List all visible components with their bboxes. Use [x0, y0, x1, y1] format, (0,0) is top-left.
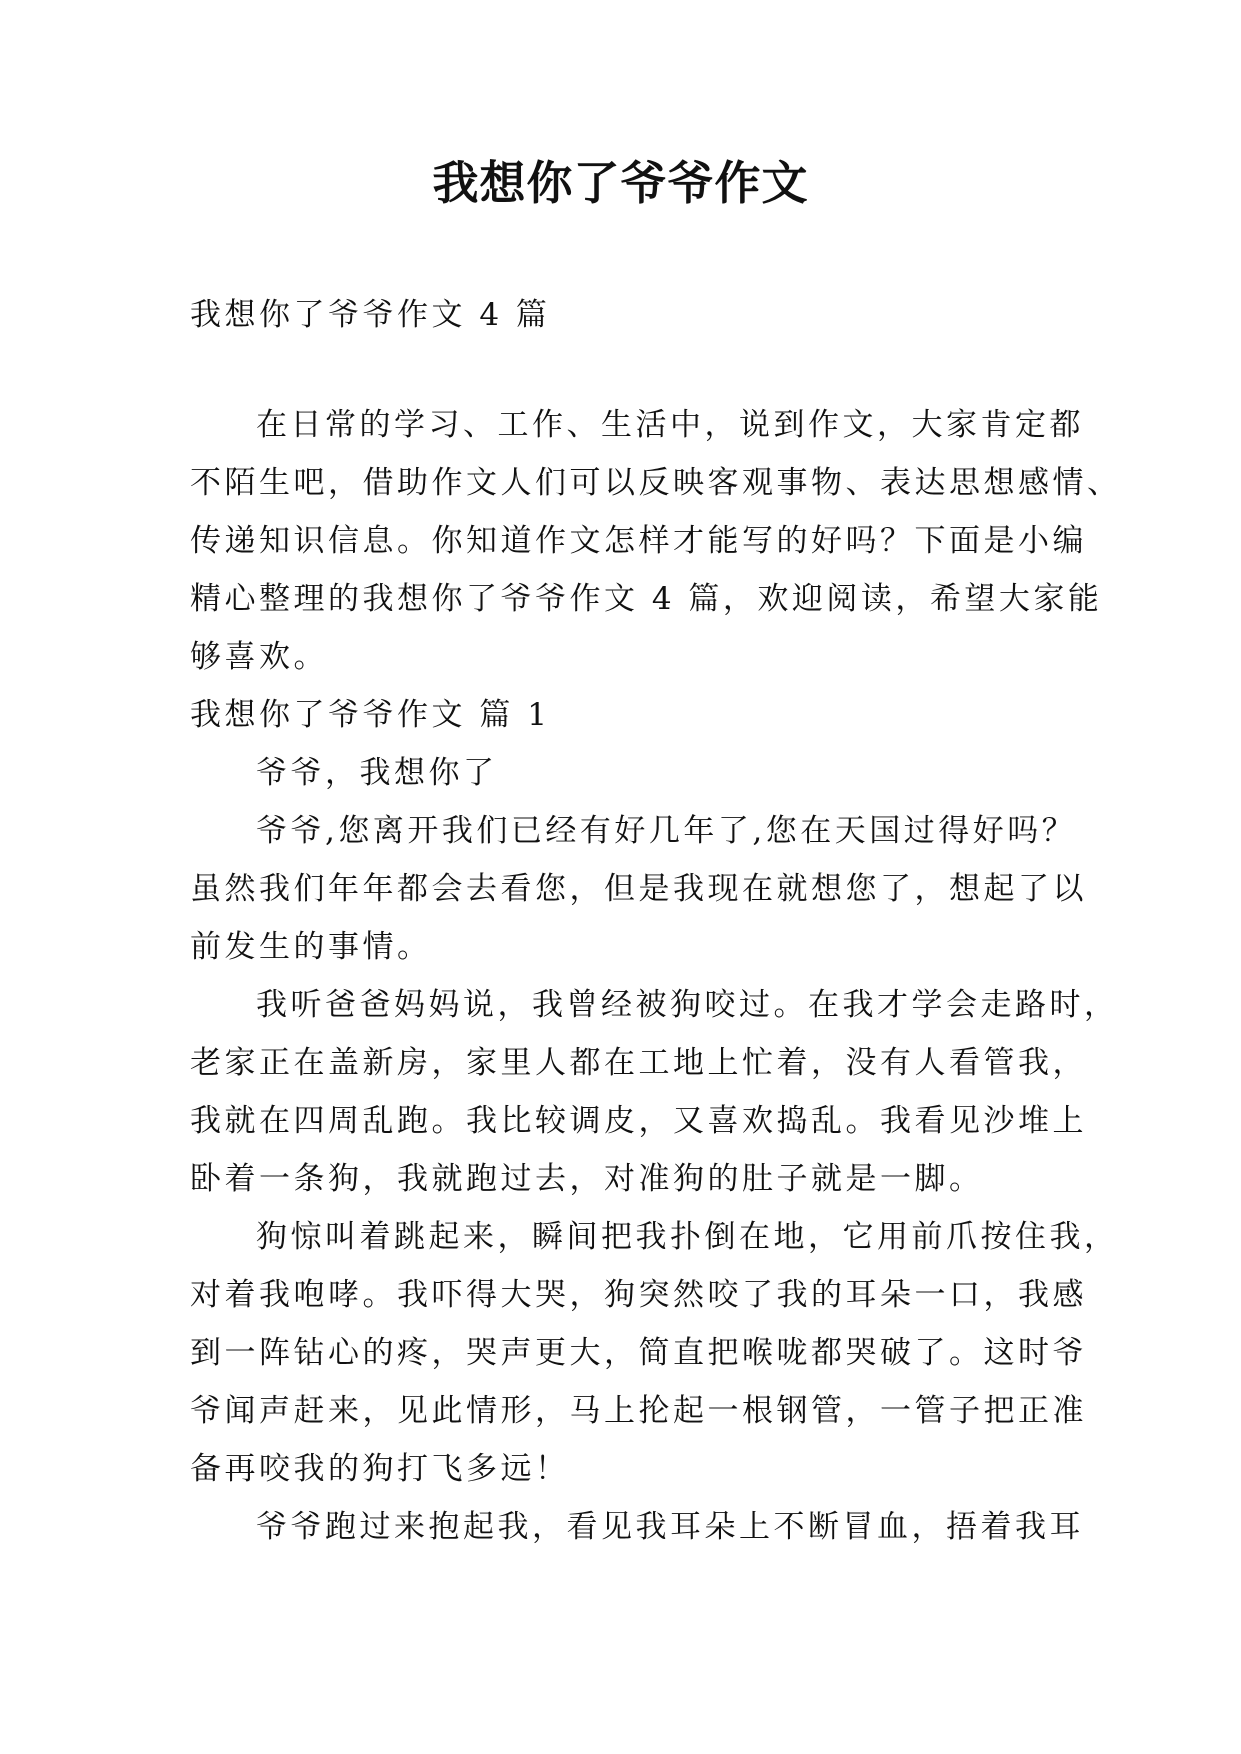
text-line: 狗惊叫着跳起来，瞬间把我扑倒在地，它用前爪按住我，: [256, 1219, 1119, 1255]
text-line: 我就在四周乱跑。我比较调皮，又喜欢捣乱。我看见沙堆上: [190, 1103, 1087, 1139]
text-line: 备再咬我的狗打飞多远！: [190, 1451, 570, 1487]
text-line: 够喜欢。: [190, 639, 328, 675]
text-line: 传递知识信息。你知道作文怎样才能写的好吗？下面是小编: [190, 523, 1087, 559]
text-line: 在日常的学习、工作、生活中，说到作文，大家肯定都: [256, 407, 1084, 443]
text-line: 老家正在盖新房，家里人都在工地上忙着，没有人看管我，: [190, 1045, 1087, 1081]
essay-title: 爷爷，我想你了: [256, 755, 498, 791]
text-line: 爷爷,您离开我们已经有好几年了,您在天国过得好吗？: [256, 813, 1077, 849]
text-line: 到一阵钻心的疼，哭声更大，简直把喉咙都哭破了。这时爷: [190, 1335, 1087, 1371]
paragraph-4: [190, 1498, 1084, 1556]
section-heading: 我想你了爷爷作文 篇 1: [190, 697, 551, 733]
text-line: 我听爸爸妈妈说，我曾经被狗咬过。在我才学会走路时，: [256, 987, 1119, 1023]
intro-paragraph: [190, 396, 1122, 686]
paragraph-1: [190, 802, 1087, 976]
text-line: 爷爷跑过来抱起我，看见我耳朵上不断冒血，捂着我耳: [256, 1509, 1084, 1545]
document-body: [190, 286, 1122, 1556]
paragraph-3: [190, 1208, 1119, 1498]
text-line: 虽然我们年年都会去看您，但是我现在就想您了，想起了以: [190, 871, 1087, 907]
text-line: 不陌生吧，借助作文人们可以反映客观事物、表达思想感情、: [190, 465, 1122, 501]
text-line: 卧着一条狗，我就跑过去，对准狗的肚子就是一脚。: [190, 1161, 984, 1197]
text-line: 精心整理的我想你了爷爷作文 4 篇，欢迎阅读，希望大家能: [190, 581, 1103, 617]
text-line: 对着我咆哮。我吓得大哭，狗突然咬了我的耳朵一口，我感: [190, 1277, 1087, 1313]
paragraph-2: [190, 976, 1119, 1208]
text-line: 前发生的事情。: [190, 929, 432, 965]
document-subtitle: 我想你了爷爷作文 4 篇: [190, 297, 551, 333]
document-title: 我想你了爷爷作文: [432, 156, 809, 210]
text-line: 爷闻声赶来，见此情形，马上抡起一根钢管，一管子把正准: [190, 1393, 1087, 1429]
